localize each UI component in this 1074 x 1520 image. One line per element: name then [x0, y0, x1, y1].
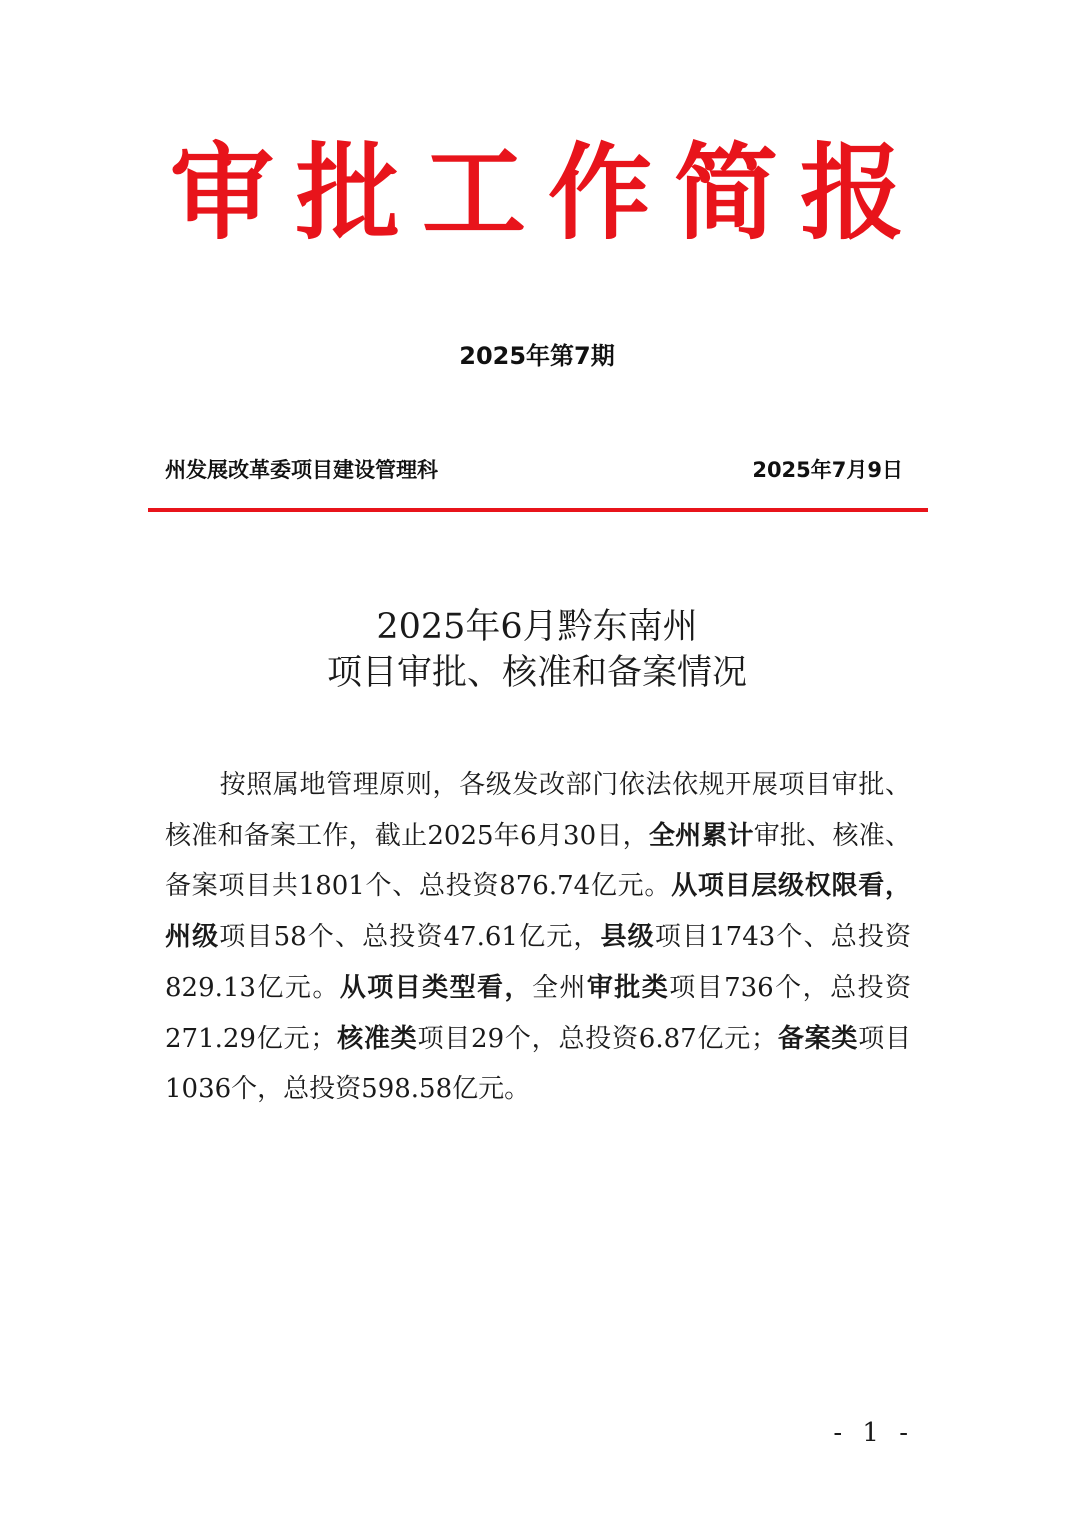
emphasis-segment: 从项目类型看，: [339, 972, 532, 1003]
red-divider-rule: [148, 508, 928, 512]
emphasis-segment: 核准类: [336, 1023, 418, 1054]
text-segment: 项目736个，总投资271.29亿元；: [165, 972, 911, 1054]
emphasis-segment: 全州累计: [648, 820, 754, 851]
emphasis-segment: 备案类: [777, 1023, 859, 1054]
text-segment: 项目29个，总投资6.87亿元；: [417, 1023, 778, 1054]
article-title-line-1: 2025年6月黔东南州: [376, 607, 698, 647]
text-segment: 全州: [531, 972, 587, 1003]
meta-row: [165, 452, 903, 488]
article-paragraph: [165, 760, 911, 1115]
emphasis-segment: 审批类: [586, 972, 670, 1003]
issue-number: 2025年第7期: [459, 342, 615, 370]
article-title: [0, 604, 1074, 696]
text-segment: 按照属地管理原则，各级发改部门依法依规开展项目审批、核准和备案工作，截止2025年6月30日，: [165, 770, 911, 851]
page-number: - 1 -: [833, 1418, 914, 1448]
emphasis-segment: 县级: [600, 922, 655, 953]
text-segment: 项目1743个、总投资829.13亿元。: [165, 922, 911, 1003]
issuing-organization: 州发展改革委项目建设管理科: [165, 458, 438, 482]
text-segment: 审批、核准、备案项目共1801个、总投资876.74亿元。: [165, 820, 911, 902]
text-segment: 项目58个、总投资47.61亿元，: [219, 922, 601, 953]
emphasis-segment: 从项目层级权限看，州级: [165, 871, 911, 953]
text-segment: 项目1036个，总投资598.58亿元。: [165, 1023, 911, 1105]
issue-date: 2025年7月9日: [752, 458, 903, 482]
masthead-title: 审批工作简报: [169, 131, 926, 254]
article-title-line-2: 项目审批、核准和备案情况: [326, 653, 747, 693]
